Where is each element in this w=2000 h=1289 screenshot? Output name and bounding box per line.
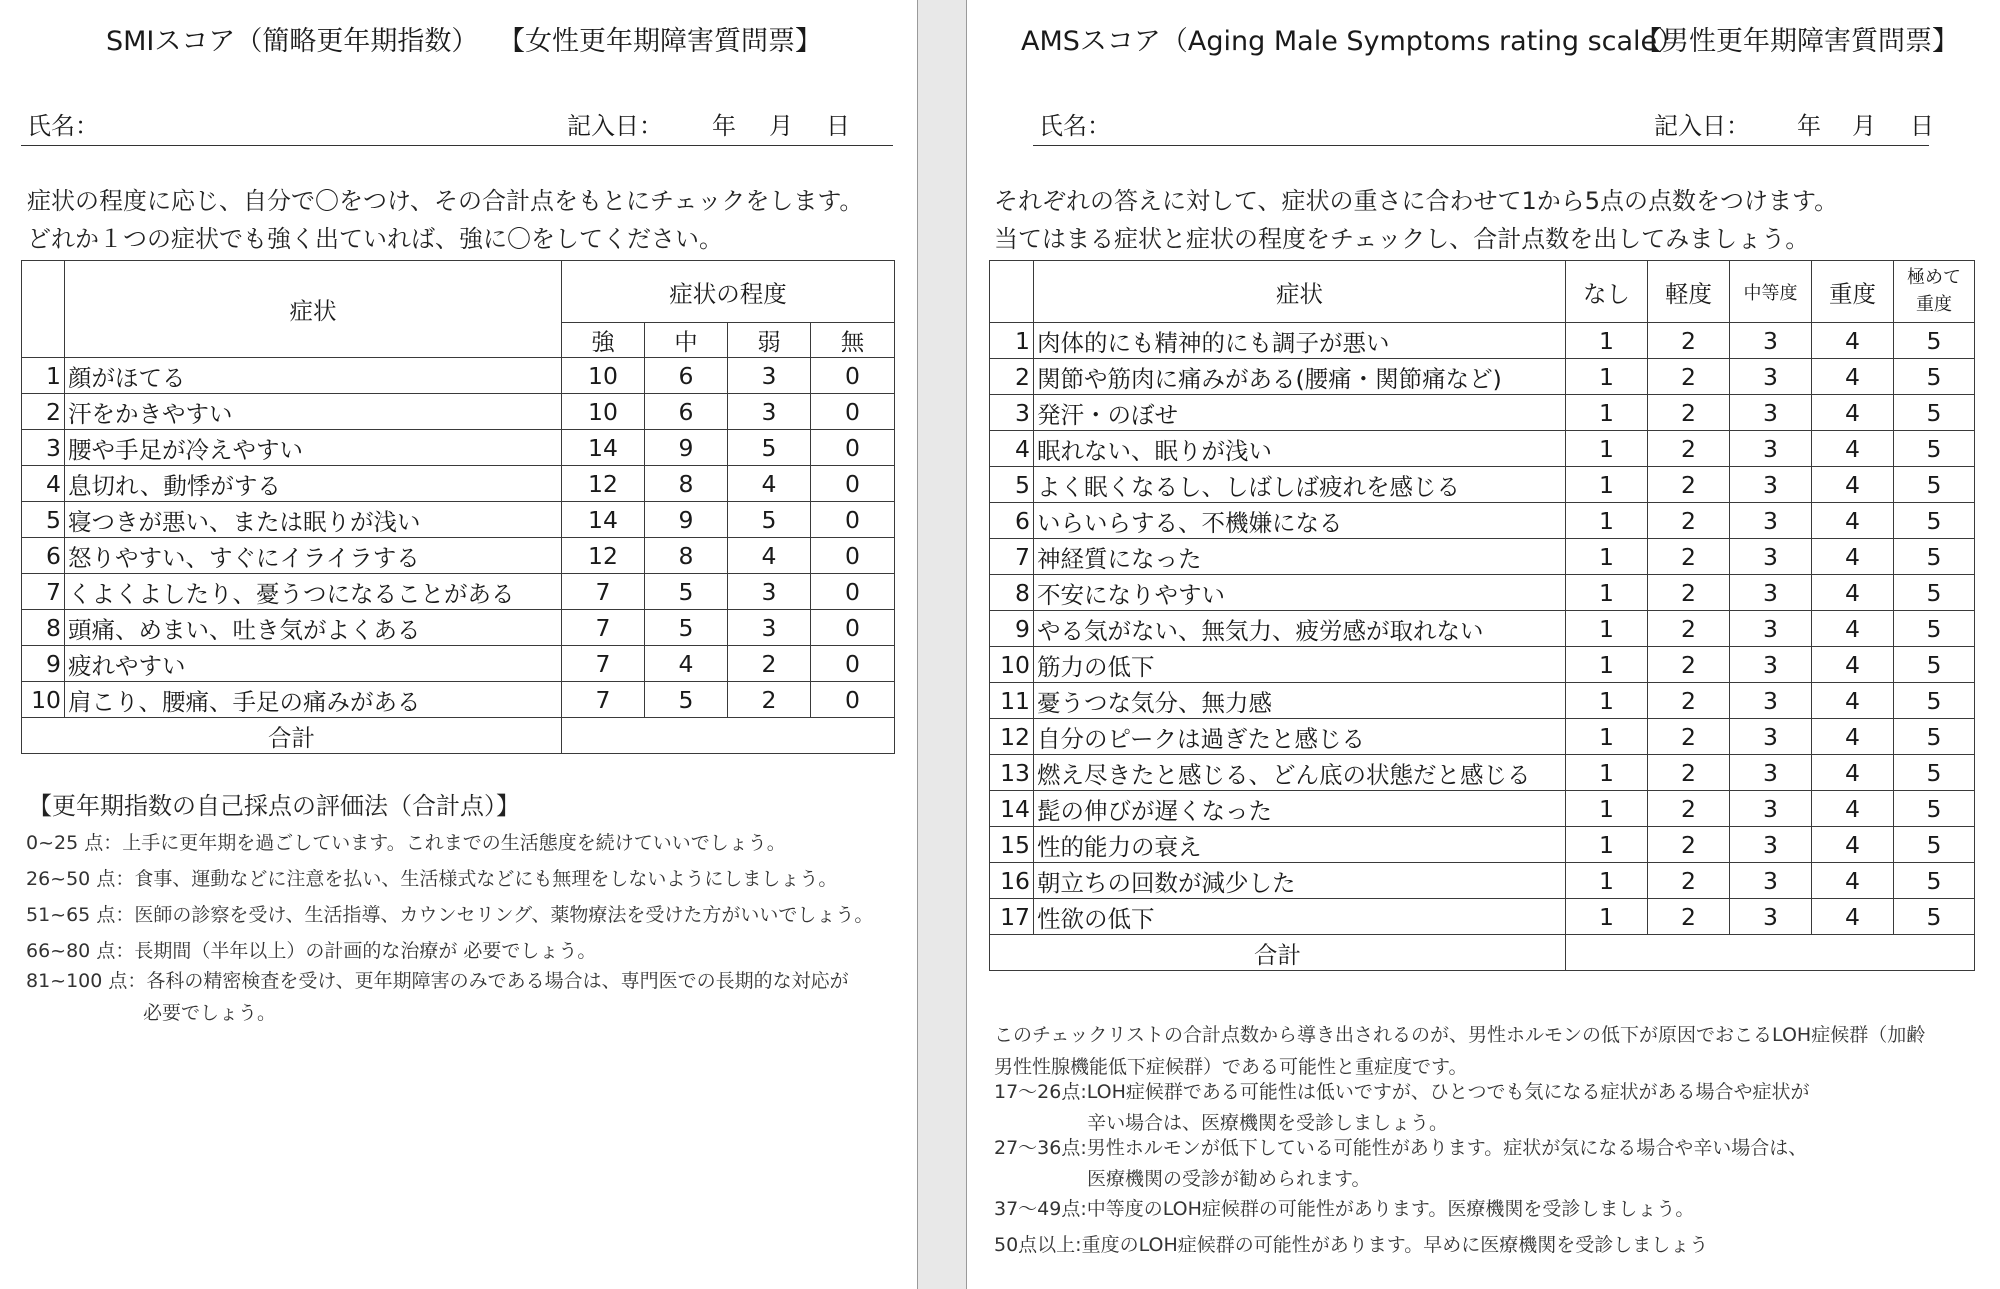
smi-table: [21, 260, 895, 754]
smi-score-cell[interactable]: 9: [645, 502, 728, 538]
smi-row-number: 2: [22, 394, 65, 430]
smi-score-cell[interactable]: 7: [562, 646, 645, 682]
ams-total-label: 合計: [990, 935, 1566, 971]
ams-score-cell[interactable]: 2: [1648, 431, 1730, 467]
smi-date-day: 日: [826, 112, 850, 140]
ams-score-cell[interactable]: 4: [1812, 431, 1894, 467]
ams-score-cell[interactable]: 5: [1894, 863, 1975, 899]
ams-score-cell[interactable]: 3: [1730, 323, 1812, 359]
ams-score-cell[interactable]: 3: [1730, 539, 1812, 575]
ams-table-row: [990, 431, 1975, 467]
ams-score-cell[interactable]: 5: [1894, 395, 1975, 431]
smi-score-cell[interactable]: 8: [645, 466, 728, 502]
ams-score-cell[interactable]: 3: [1730, 827, 1812, 863]
smi-table-row: [22, 610, 895, 646]
ams-table-row: [990, 359, 1975, 395]
ams-total-row: [990, 935, 1975, 971]
smi-page: [0, 0, 918, 1289]
ams-score-cell[interactable]: 5: [1894, 899, 1975, 935]
ams-score-cell[interactable]: 3: [1730, 611, 1812, 647]
smi-score-cell[interactable]: 5: [645, 574, 728, 610]
smi-eval-title: 【更年期指数の自己採点の評価法（合計点）】: [28, 792, 520, 820]
ams-score-cell[interactable]: 3: [1730, 431, 1812, 467]
ams-date-label: 記入日：: [1654, 112, 1750, 140]
smi-date-label: 記入日：: [567, 112, 663, 140]
smi-score-cell[interactable]: 14: [562, 502, 645, 538]
ams-row-number: 5: [990, 467, 1034, 503]
ams-note-line: このチェックリストの合計点数から導き出されるのが、男性ホルモンの低下が原因でおこるLOH症候群（加齢: [994, 1024, 1926, 1046]
smi-row-number: 9: [22, 646, 65, 682]
smi-score-cell[interactable]: 10: [562, 394, 645, 430]
ams-score-cell[interactable]: 1: [1566, 683, 1648, 719]
smi-total-value[interactable]: [562, 718, 895, 754]
ams-level-severe: 重度: [1812, 261, 1894, 323]
smi-row-symptom: 汗をかきやすい: [65, 394, 562, 430]
ams-score-cell[interactable]: 2: [1648, 503, 1730, 539]
smi-score-cell[interactable]: 0: [811, 574, 895, 610]
ams-row-symptom: やる気がない、無気力、疲労感が取れない: [1034, 611, 1566, 647]
ams-row-symptom: 髭の伸びが遅くなった: [1034, 791, 1566, 827]
ams-level-extreme-line2: 重度: [1916, 293, 1952, 315]
ams-row-number: 8: [990, 575, 1034, 611]
ams-eval-item: 辛い場合は、医療機関を受診しましょう。: [1087, 1112, 1449, 1134]
ams-score-cell[interactable]: 1: [1566, 827, 1648, 863]
ams-row-symptom: 燃え尽きたと感じる、どん底の状態だと感じる: [1034, 755, 1566, 791]
ams-score-cell[interactable]: 4: [1812, 539, 1894, 575]
ams-form-type: 【男性更年期障害質問票】: [1635, 26, 1959, 57]
ams-score-cell[interactable]: 2: [1648, 827, 1730, 863]
ams-score-cell[interactable]: 1: [1566, 395, 1648, 431]
smi-row-symptom: くよくよしたり、憂うつになることがある: [65, 574, 562, 610]
ams-score-cell[interactable]: 2: [1648, 791, 1730, 827]
smi-score-cell[interactable]: 6: [645, 394, 728, 430]
smi-score-cell[interactable]: 5: [728, 502, 811, 538]
ams-table-row: [990, 323, 1975, 359]
smi-col-degree: 症状の程度: [562, 261, 895, 323]
ams-score-cell[interactable]: 3: [1730, 395, 1812, 431]
smi-row-number: 4: [22, 466, 65, 502]
smi-score-cell[interactable]: 4: [645, 646, 728, 682]
ams-score-cell[interactable]: 4: [1812, 791, 1894, 827]
ams-score-cell[interactable]: 2: [1648, 647, 1730, 683]
ams-intro-line2: 当てはまる症状と症状の程度をチェックし、合計点数を出してみましょう。: [994, 225, 1810, 253]
ams-score-cell[interactable]: 5: [1894, 431, 1975, 467]
ams-score-cell[interactable]: 2: [1648, 863, 1730, 899]
ams-score-cell[interactable]: 1: [1566, 647, 1648, 683]
ams-score-cell[interactable]: 4: [1812, 503, 1894, 539]
ams-score-cell[interactable]: 5: [1894, 683, 1975, 719]
ams-score-cell[interactable]: 1: [1566, 467, 1648, 503]
smi-level-medium: 中: [645, 323, 728, 358]
smi-eval-item: 81~100 点：各科の精密検査を受け、更年期障害のみである場合は、専門医での長期的な対応が: [26, 970, 849, 992]
smi-table-row: [22, 502, 895, 538]
ams-row-number: 3: [990, 395, 1034, 431]
smi-row-number: 8: [22, 610, 65, 646]
smi-score-cell[interactable]: 5: [728, 430, 811, 466]
ams-table-row: [990, 719, 1975, 755]
ams-score-cell[interactable]: 2: [1648, 359, 1730, 395]
ams-score-cell[interactable]: 3: [1730, 503, 1812, 539]
ams-score-cell[interactable]: 1: [1566, 791, 1648, 827]
ams-date-year: 年: [1797, 112, 1821, 140]
smi-score-cell[interactable]: 6: [645, 358, 728, 394]
ams-score-cell[interactable]: 3: [1730, 575, 1812, 611]
smi-score-cell[interactable]: 10: [562, 358, 645, 394]
ams-eval-item: 37〜49点:中等度のLOH症候群の可能性があります。医療機関を受診しましょう。: [994, 1198, 1695, 1220]
smi-title: SMIスコア（簡略更年期指数）: [106, 26, 479, 57]
smi-row-symptom: 疲れやすい: [65, 646, 562, 682]
ams-row-symptom: 関節や筋肉に痛みがある(腰痛・関節痛など): [1034, 359, 1566, 395]
smi-score-cell[interactable]: 4: [728, 466, 811, 502]
ams-table-row: [990, 539, 1975, 575]
smi-col-symptom: 症状: [65, 261, 562, 358]
ams-table-row: [990, 467, 1975, 503]
ams-score-cell[interactable]: 1: [1566, 899, 1648, 935]
ams-score-cell[interactable]: 4: [1812, 359, 1894, 395]
ams-level-extreme-line1: 極めて: [1907, 267, 1961, 289]
smi-total-label: 合計: [22, 718, 562, 754]
ams-score-cell[interactable]: 5: [1894, 503, 1975, 539]
ams-score-cell[interactable]: 5: [1894, 755, 1975, 791]
smi-row-number: 10: [22, 682, 65, 718]
ams-score-cell[interactable]: 3: [1730, 647, 1812, 683]
ams-table-row: [990, 755, 1975, 791]
ams-row-symptom: 眠れない、眠りが浅い: [1034, 431, 1566, 467]
ams-title: AMSスコア（Aging Male Symptoms rating scale）: [1021, 26, 1685, 57]
ams-row-number: 2: [990, 359, 1034, 395]
smi-row-number: 5: [22, 502, 65, 538]
ams-score-cell[interactable]: 5: [1894, 323, 1975, 359]
ams-table-row: [990, 899, 1975, 935]
smi-level-none: 無: [811, 323, 895, 358]
ams-score-cell[interactable]: 3: [1730, 791, 1812, 827]
ams-score-cell[interactable]: 1: [1566, 539, 1648, 575]
ams-row-number: 1: [990, 323, 1034, 359]
smi-score-cell[interactable]: 0: [811, 610, 895, 646]
smi-score-cell[interactable]: 0: [811, 394, 895, 430]
ams-score-cell[interactable]: 1: [1566, 755, 1648, 791]
smi-table-row: [22, 574, 895, 610]
ams-table: [989, 260, 1975, 971]
smi-date-year: 年: [712, 112, 736, 140]
ams-score-cell[interactable]: 1: [1566, 611, 1648, 647]
ams-row-number: 12: [990, 719, 1034, 755]
ams-row-number: 14: [990, 791, 1034, 827]
ams-row-symptom: いらいらする、不機嫌になる: [1034, 503, 1566, 539]
ams-row-number: 6: [990, 503, 1034, 539]
ams-table-row: [990, 395, 1975, 431]
smi-score-cell[interactable]: 4: [728, 538, 811, 574]
ams-score-cell[interactable]: 2: [1648, 467, 1730, 503]
ams-header-rule: [1033, 145, 1929, 146]
ams-row-number: 15: [990, 827, 1034, 863]
smi-table-row: [22, 466, 895, 502]
smi-score-cell[interactable]: 5: [645, 610, 728, 646]
ams-score-cell[interactable]: 2: [1648, 323, 1730, 359]
smi-score-cell[interactable]: 0: [811, 682, 895, 718]
smi-score-cell[interactable]: 14: [562, 430, 645, 466]
ams-row-symptom: 性欲の低下: [1034, 899, 1566, 935]
smi-score-cell[interactable]: 3: [728, 358, 811, 394]
smi-score-cell[interactable]: 2: [728, 682, 811, 718]
smi-table-row: [22, 538, 895, 574]
ams-score-cell[interactable]: 5: [1894, 647, 1975, 683]
ams-row-symptom: 筋力の低下: [1034, 647, 1566, 683]
smi-score-cell[interactable]: 0: [811, 358, 895, 394]
ams-eval-item: 50点以上:重度のLOH症候群の可能性があります。早めに医療機関を受診しましょう: [994, 1234, 1709, 1256]
ams-score-cell[interactable]: 2: [1648, 395, 1730, 431]
ams-date-month: 月: [1852, 112, 1876, 140]
smi-intro-line1: 症状の程度に応じ、自分で〇をつけ、その合計点をもとにチェックをします。: [27, 187, 864, 215]
ams-score-cell[interactable]: 1: [1566, 575, 1648, 611]
smi-row-number: 7: [22, 574, 65, 610]
smi-row-symptom: 息切れ、動悸がする: [65, 466, 562, 502]
ams-score-cell[interactable]: 4: [1812, 683, 1894, 719]
smi-score-cell[interactable]: 5: [645, 682, 728, 718]
smi-score-cell[interactable]: 0: [811, 538, 895, 574]
smi-score-cell[interactable]: 2: [728, 646, 811, 682]
ams-row-number: 17: [990, 899, 1034, 935]
ams-row-number: 13: [990, 755, 1034, 791]
ams-score-cell[interactable]: 5: [1894, 359, 1975, 395]
ams-table-row: [990, 503, 1975, 539]
ams-score-cell[interactable]: 4: [1812, 647, 1894, 683]
ams-score-cell[interactable]: 3: [1730, 467, 1812, 503]
ams-table-row: [990, 827, 1975, 863]
ams-row-symptom: 自分のピークは過ぎたと感じる: [1034, 719, 1566, 755]
ams-score-cell[interactable]: 3: [1730, 719, 1812, 755]
smi-eval-item: 26~50 点：食事、運動などに注意を払い、生活様式などにも無理をしないようにしましょう。: [26, 868, 838, 890]
ams-score-cell[interactable]: 2: [1648, 719, 1730, 755]
smi-row-number: 3: [22, 430, 65, 466]
ams-row-symptom: 憂うつな気分、無力感: [1034, 683, 1566, 719]
ams-table-row: [990, 863, 1975, 899]
ams-level-none: なし: [1566, 261, 1648, 323]
ams-score-cell[interactable]: 4: [1812, 899, 1894, 935]
ams-score-cell[interactable]: 5: [1894, 575, 1975, 611]
smi-row-symptom: 頭痛、めまい、吐き気がよくある: [65, 610, 562, 646]
smi-eval-item: 66~80 点：長期間（半年以上）の計画的な治療が 必要でしょう。: [26, 940, 597, 962]
ams-eval-item: 医療機関の受診が勧められます。: [1087, 1168, 1371, 1190]
ams-row-symptom: 不安になりやすい: [1034, 575, 1566, 611]
smi-score-cell[interactable]: 7: [562, 610, 645, 646]
smi-score-cell[interactable]: 8: [645, 538, 728, 574]
ams-row-number: 9: [990, 611, 1034, 647]
smi-score-cell[interactable]: 3: [728, 610, 811, 646]
smi-table-row: [22, 394, 895, 430]
ams-score-cell[interactable]: 4: [1812, 719, 1894, 755]
ams-score-cell[interactable]: 2: [1648, 899, 1730, 935]
ams-score-cell[interactable]: 1: [1566, 431, 1648, 467]
smi-eval-item: 51~65 点：医師の診察を受け、生活指導、カウンセリング、薬物療法を受けた方がいいでしょう。: [26, 904, 874, 926]
ams-score-cell[interactable]: 4: [1812, 755, 1894, 791]
smi-score-cell[interactable]: 9: [645, 430, 728, 466]
ams-score-cell[interactable]: 2: [1648, 683, 1730, 719]
ams-col-symptom: 症状: [1034, 261, 1566, 323]
ams-score-cell[interactable]: 4: [1812, 863, 1894, 899]
smi-row-symptom: 怒りやすい、すぐにイライラする: [65, 538, 562, 574]
ams-score-cell[interactable]: 5: [1894, 791, 1975, 827]
smi-table-row: [22, 430, 895, 466]
ams-row-symptom: 神経質になった: [1034, 539, 1566, 575]
ams-row-number: 10: [990, 647, 1034, 683]
smi-row-symptom: 腰や手足が冷えやすい: [65, 430, 562, 466]
smi-row-symptom: 顔がほてる: [65, 358, 562, 394]
smi-score-cell[interactable]: 7: [562, 574, 645, 610]
smi-row-symptom: 肩こり、腰痛、手足の痛みがある: [65, 682, 562, 718]
ams-row-symptom: 朝立ちの回数が減少した: [1034, 863, 1566, 899]
ams-level-extreme: [1894, 261, 1975, 323]
ams-row-symptom: 発汗・のぼせ: [1034, 395, 1566, 431]
smi-header-no: [22, 261, 65, 358]
ams-row-symptom: 性的能力の衰え: [1034, 827, 1566, 863]
ams-score-cell[interactable]: 3: [1730, 359, 1812, 395]
ams-total-value[interactable]: [1566, 935, 1975, 971]
smi-form-type: 【女性更年期障害質問票】: [498, 26, 822, 57]
smi-intro-line2: どれか１つの症状でも強く出ていれば、強に〇をしてください。: [27, 225, 723, 253]
ams-eval-item: 17〜26点:LOH症候群である可能性は低いですが、ひとつでも気になる症状がある場合や症状が: [994, 1081, 1810, 1103]
smi-eval-item: 0~25 点：上手に更年期を過ごしています。これまでの生活態度を続けていいでしょう。: [26, 832, 786, 854]
ams-score-cell[interactable]: 1: [1566, 323, 1648, 359]
ams-score-cell[interactable]: 4: [1812, 827, 1894, 863]
ams-score-cell[interactable]: 4: [1812, 575, 1894, 611]
ams-score-cell[interactable]: 5: [1894, 539, 1975, 575]
ams-table-row: [990, 575, 1975, 611]
ams-eval-item: 27〜36点:男性ホルモンが低下している可能性があります。症状が気になる場合や辛い場合は、: [994, 1137, 1808, 1159]
smi-score-cell[interactable]: 0: [811, 466, 895, 502]
smi-score-cell[interactable]: 7: [562, 682, 645, 718]
ams-score-cell[interactable]: 3: [1730, 683, 1812, 719]
ams-score-cell[interactable]: 3: [1730, 899, 1812, 935]
smi-level-weak: 弱: [728, 323, 811, 358]
ams-row-number: 4: [990, 431, 1034, 467]
ams-table-row: [990, 791, 1975, 827]
ams-score-cell[interactable]: 5: [1894, 611, 1975, 647]
smi-eval-item: 必要でしょう。: [143, 1002, 277, 1024]
smi-score-cell[interactable]: 0: [811, 502, 895, 538]
smi-score-cell[interactable]: 3: [728, 394, 811, 430]
ams-score-cell[interactable]: 3: [1730, 755, 1812, 791]
ams-table-row: [990, 647, 1975, 683]
smi-row-number: 6: [22, 538, 65, 574]
smi-row-number: 1: [22, 358, 65, 394]
smi-header-rule: [21, 145, 893, 146]
smi-table-row: [22, 358, 895, 394]
smi-score-cell[interactable]: 0: [811, 430, 895, 466]
ams-date-day: 日: [1910, 112, 1934, 140]
ams-header-no: [990, 261, 1034, 323]
ams-row-symptom: よく眠くなるし、しばしば疲れを感じる: [1034, 467, 1566, 503]
smi-score-cell[interactable]: 0: [811, 646, 895, 682]
smi-score-cell[interactable]: 12: [562, 538, 645, 574]
ams-score-cell[interactable]: 4: [1812, 467, 1894, 503]
smi-total-row: [22, 718, 895, 754]
ams-score-cell[interactable]: 4: [1812, 395, 1894, 431]
ams-score-cell[interactable]: 1: [1566, 863, 1648, 899]
ams-score-cell[interactable]: 2: [1648, 539, 1730, 575]
ams-intro-line1: それぞれの答えに対して、症状の重さに合わせて1から5点の点数をつけます。: [994, 187, 1839, 215]
ams-note-line: 男性性腺機能低下症候群）である可能性と重症度です。: [994, 1056, 1468, 1078]
smi-name-label: 氏名：: [27, 112, 99, 140]
smi-row-symptom: 寝つきが悪い、または眠りが浅い: [65, 502, 562, 538]
ams-row-number: 7: [990, 539, 1034, 575]
ams-score-cell[interactable]: 2: [1648, 755, 1730, 791]
ams-score-cell[interactable]: 5: [1894, 467, 1975, 503]
ams-score-cell[interactable]: 5: [1894, 827, 1975, 863]
ams-score-cell[interactable]: 2: [1648, 575, 1730, 611]
ams-table-row: [990, 683, 1975, 719]
ams-name-label: 氏名：: [1039, 112, 1111, 140]
smi-score-cell[interactable]: 3: [728, 574, 811, 610]
ams-page: [966, 0, 2000, 1289]
ams-table-row: [990, 611, 1975, 647]
ams-level-moderate: 中等度: [1730, 261, 1812, 323]
ams-score-cell[interactable]: 4: [1812, 611, 1894, 647]
ams-score-cell[interactable]: 1: [1566, 359, 1648, 395]
smi-table-row: [22, 682, 895, 718]
smi-level-strong: 強: [562, 323, 645, 358]
ams-score-cell[interactable]: 1: [1566, 503, 1648, 539]
ams-row-number: 16: [990, 863, 1034, 899]
ams-header-row: [990, 261, 1975, 323]
smi-date-month: 月: [769, 112, 793, 140]
ams-score-cell[interactable]: 4: [1812, 323, 1894, 359]
ams-score-cell[interactable]: 1: [1566, 719, 1648, 755]
smi-header-row: [22, 261, 895, 323]
ams-row-number: 11: [990, 683, 1034, 719]
ams-row-symptom: 肉体的にも精神的にも調子が悪い: [1034, 323, 1566, 359]
ams-score-cell[interactable]: 5: [1894, 719, 1975, 755]
ams-level-mild: 軽度: [1648, 261, 1730, 323]
smi-table-row: [22, 646, 895, 682]
smi-score-cell[interactable]: 12: [562, 466, 645, 502]
ams-score-cell[interactable]: 2: [1648, 611, 1730, 647]
ams-score-cell[interactable]: 3: [1730, 863, 1812, 899]
